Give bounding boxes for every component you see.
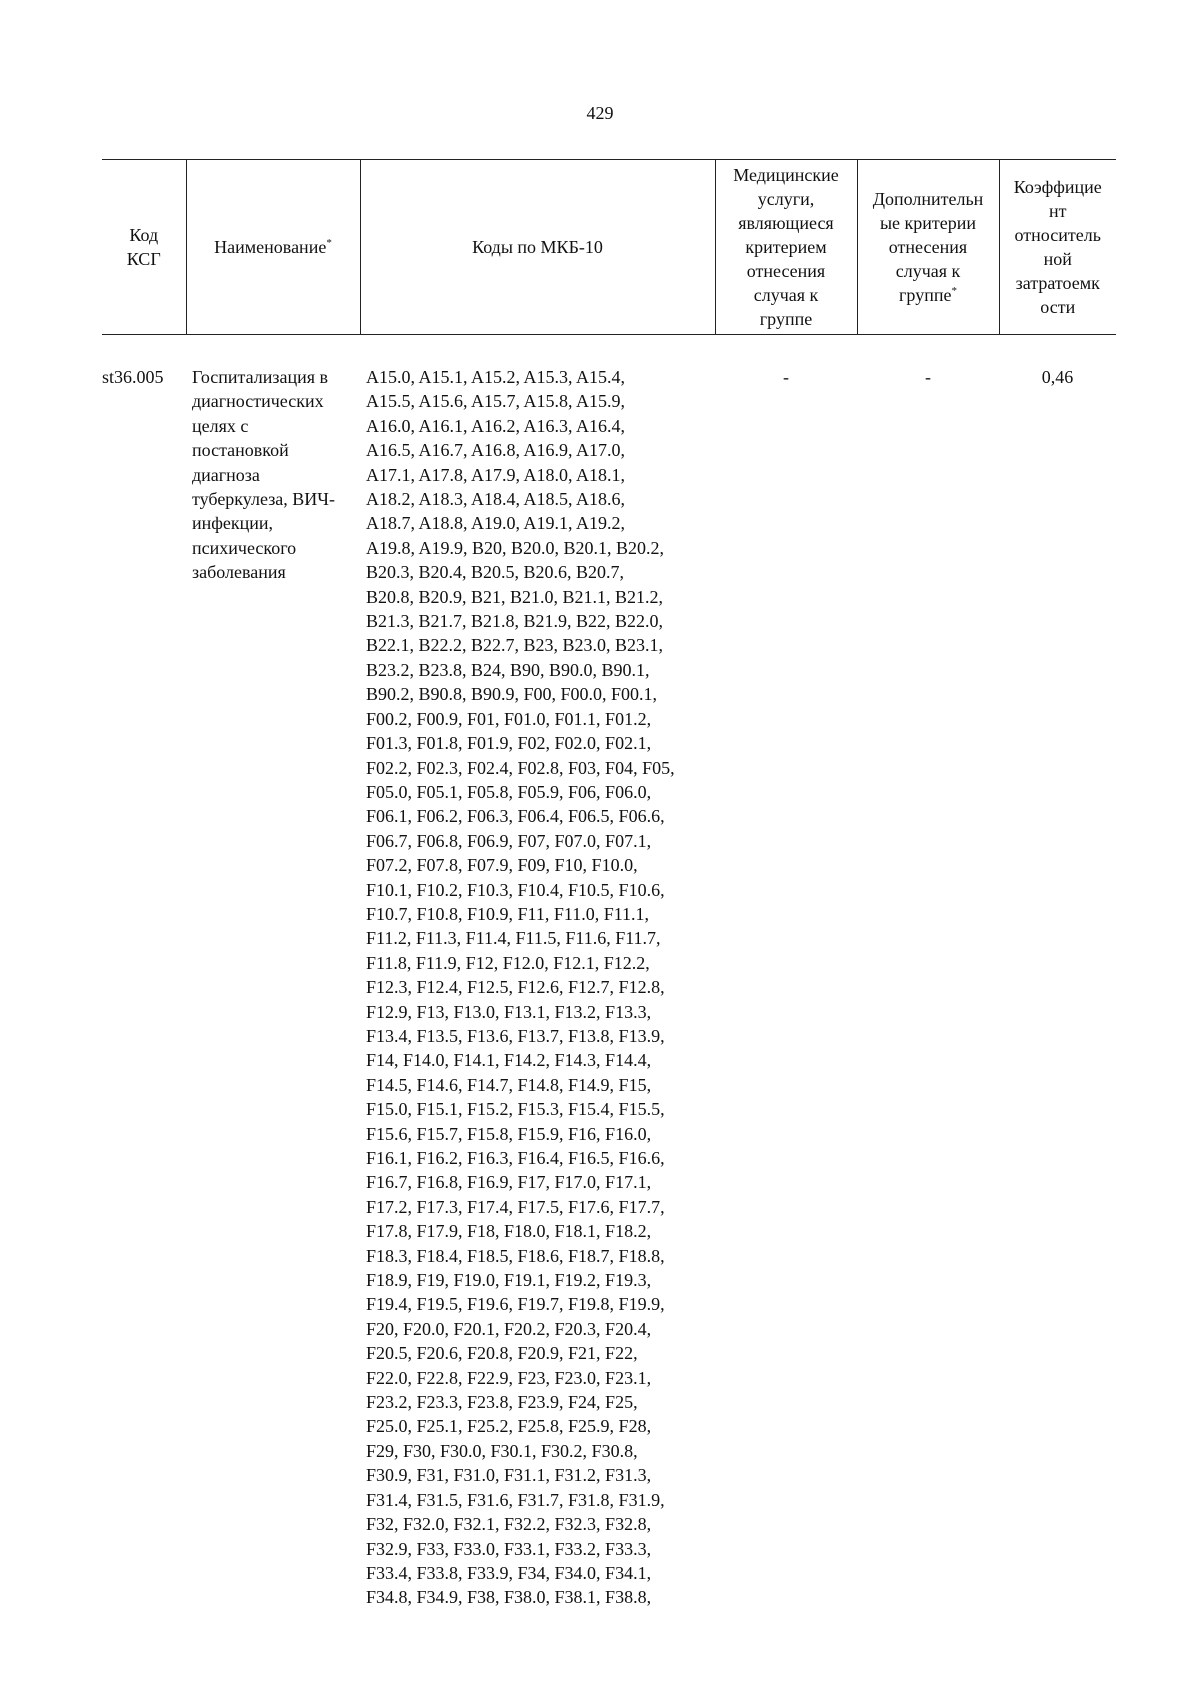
header-mkb: Коды по МКБ-10 — [360, 160, 715, 335]
text-line: диагностических — [192, 391, 324, 412]
footnote-mark: * — [951, 285, 957, 297]
text-line: B20.8, B20.9, B21, B21.0, B21.1, B21.2, — [366, 586, 664, 607]
text-line: ной — [1043, 249, 1072, 269]
text-line: F18.3, F18.4, F18.5, F18.6, F18.7, F18.8, — [366, 1245, 665, 1266]
text-line: F02.2, F02.3, F02.4, F02.8, F03, F04, F05, — [366, 757, 675, 778]
text-line: критерием — [745, 237, 827, 257]
header-name: Наименование* — [186, 160, 360, 335]
text-line: B23.2, B23.8, B24, B90, B90.0, B90.1, — [366, 659, 650, 680]
text-line: F19.4, F19.5, F19.6, F19.7, F19.8, F19.9, — [366, 1294, 665, 1315]
ksg-table — [102, 159, 1116, 1610]
text-line: относитель — [1014, 225, 1101, 245]
text-line: F00.2, F00.9, F01, F01.0, F01.1, F01.2, — [366, 708, 652, 729]
text-line: F29, F30, F30.0, F30.1, F30.2, F30.8, — [366, 1440, 638, 1461]
text-line: F33.4, F33.8, F33.9, F34, F34.0, F34.1, — [366, 1562, 652, 1583]
cell-coefficient: 0,46 — [1041, 367, 1074, 387]
text-line: случая к — [753, 285, 819, 305]
text-line: A19.8, A19.9, B20, B20.0, B20.1, B20.2, — [366, 537, 665, 558]
text-line: туберкулеза, ВИЧ- — [192, 489, 335, 510]
text-line: A15.0, A15.1, A15.2, A15.3, A15.4, — [366, 367, 626, 387]
text-line: затратоемк — [1015, 273, 1100, 293]
text-line: F25.0, F25.1, F25.2, F25.8, F25.9, F28, — [366, 1416, 652, 1437]
cell-services: - — [783, 367, 789, 387]
text-line: психического — [192, 537, 297, 558]
text-line: B22.1, B22.2, B22.7, B23, B23.0, B23.1, — [366, 635, 664, 656]
text-line: услуги, — [757, 189, 815, 209]
text-line: Медицинские — [733, 165, 839, 185]
text-line: F31.4, F31.5, F31.6, F31.7, F31.8, F31.9, — [366, 1489, 665, 1510]
text-line: F12.3, F12.4, F12.5, F12.6, F12.7, F12.8, — [366, 977, 665, 998]
text-line: целях с — [192, 415, 249, 436]
text-line: диагноза — [192, 464, 260, 485]
text-line: отнесения — [888, 237, 968, 257]
text-line: Дополнительн — [872, 189, 984, 209]
table-header-row — [102, 160, 1116, 335]
text-line: ые критерии — [879, 213, 977, 233]
text-line: F11.8, F11.9, F12, F12.0, F12.1, F12.2, — [366, 952, 650, 973]
text-line: отнесения — [746, 261, 826, 281]
text-line: заболевания — [192, 562, 286, 583]
text-line: F11.2, F11.3, F11.4, F11.5, F11.6, F11.7, — [366, 928, 661, 949]
cell-ksg-code: st36.005 — [102, 367, 164, 387]
text-line: F01.3, F01.8, F01.9, F02, F02.0, F02.1, — [366, 733, 652, 754]
text-line: случая к — [895, 261, 961, 281]
text-line: F10.7, F10.8, F10.9, F11, F11.0, F11.1, — [366, 903, 650, 924]
cell-criteria: - — [925, 367, 931, 387]
text-line: F20, F20.0, F20.1, F20.2, F20.3, F20.4, — [366, 1318, 652, 1339]
text-line: Госпитализация в — [192, 367, 329, 387]
text-line: A16.5, A16.7, A16.8, A16.9, A17.0, — [366, 440, 626, 461]
text-line: F12.9, F13, F13.0, F13.1, F13.2, F13.3, — [366, 1001, 652, 1022]
text-line: F05.0, F05.1, F05.8, F05.9, F06, F06.0, — [366, 781, 652, 802]
text-line: F16.7, F16.8, F16.9, F17, F17.0, F17.1, — [366, 1172, 652, 1193]
text-line: являющиеся — [738, 213, 834, 233]
cell-name — [186, 335, 360, 1610]
text-line: F32, F32.0, F32.1, F32.2, F32.3, F32.8, — [366, 1514, 652, 1535]
text-line: F32.9, F33, F33.0, F33.1, F33.2, F33.3, — [366, 1538, 652, 1559]
text-line: инфекции, — [192, 513, 274, 534]
text-line: F06.1, F06.2, F06.3, F06.4, F06.5, F06.6, — [366, 806, 665, 827]
text-line: КСГ — [126, 249, 161, 269]
text-line: F15.0, F15.1, F15.2, F15.3, F15.4, F15.5, — [366, 1099, 665, 1120]
footnote-mark: * — [326, 237, 332, 249]
text-line: F17.8, F17.9, F18, F18.0, F18.1, F18.2, — [366, 1221, 652, 1242]
text-line: F22.0, F22.8, F22.9, F23, F23.0, F23.1, — [366, 1367, 652, 1388]
text-line: Код — [129, 225, 159, 245]
text-line: A18.2, A18.3, A18.4, A18.5, A18.6, — [366, 489, 626, 510]
text-line: нт — [1049, 201, 1067, 221]
text-line: F14, F14.0, F14.1, F14.2, F14.3, F14.4, — [366, 1050, 652, 1071]
text-line: F30.9, F31, F31.0, F31.1, F31.2, F31.3, — [366, 1465, 652, 1486]
text-line: B21.3, B21.7, B21.8, B21.9, B22, B22.0, — [366, 611, 664, 632]
cell-mkb-codes — [360, 335, 715, 1610]
text-line: F13.4, F13.5, F13.6, F13.7, F13.8, F13.9, — [366, 1025, 665, 1046]
text-line: B20.3, B20.4, B20.5, B20.6, B20.7, — [366, 562, 625, 583]
text-line: A17.1, A17.8, A17.9, A18.0, A18.1, — [366, 464, 626, 485]
text-line: F06.7, F06.8, F06.9, F07, F07.0, F07.1, — [366, 830, 652, 851]
text-line: B90.2, B90.8, B90.9, F00, F00.0, F00.1, — [366, 684, 658, 705]
table-row — [102, 335, 1116, 1610]
text-line: F34.8, F34.9, F38, F38.0, F38.1, F38.8, — [366, 1587, 652, 1608]
text-line: A15.5, A15.6, A15.7, A15.8, A15.9, — [366, 391, 626, 412]
text-line: F14.5, F14.6, F14.7, F14.8, F14.9, F15, — [366, 1074, 652, 1095]
header-coefficient — [999, 160, 1116, 335]
text-line: F17.2, F17.3, F17.4, F17.5, F17.6, F17.7, — [366, 1196, 665, 1217]
text-line: A16.0, A16.1, A16.2, A16.3, A16.4, — [366, 415, 626, 436]
text-line: A18.7, A18.8, A19.0, A19.1, A19.2, — [366, 513, 626, 534]
text-line: F10.1, F10.2, F10.3, F10.4, F10.5, F10.6, — [366, 879, 665, 900]
header-code — [102, 160, 186, 335]
text-line: Коэффицие — [1013, 177, 1102, 197]
text-line: F23.2, F23.3, F23.8, F23.9, F24, F25, — [366, 1392, 638, 1413]
text-line: F07.2, F07.8, F07.9, F09, F10, F10.0, — [366, 855, 638, 876]
header-services — [715, 160, 857, 335]
text-line: F16.1, F16.2, F16.3, F16.4, F16.5, F16.6, — [366, 1148, 665, 1168]
text-line: F18.9, F19, F19.0, F19.1, F19.2, F19.3, — [366, 1270, 652, 1291]
text-line: F20.5, F20.6, F20.8, F20.9, F21, F22, — [366, 1343, 638, 1364]
page-number: 429 — [586, 103, 614, 123]
text-line: ости — [1040, 297, 1076, 317]
text-line: F15.6, F15.7, F15.8, F15.9, F16, F16.0, — [366, 1123, 652, 1144]
text-line: группе* — [899, 285, 957, 305]
text-line: группе — [759, 309, 813, 329]
header-criteria — [857, 160, 999, 335]
text-line: постановкой — [192, 440, 289, 461]
